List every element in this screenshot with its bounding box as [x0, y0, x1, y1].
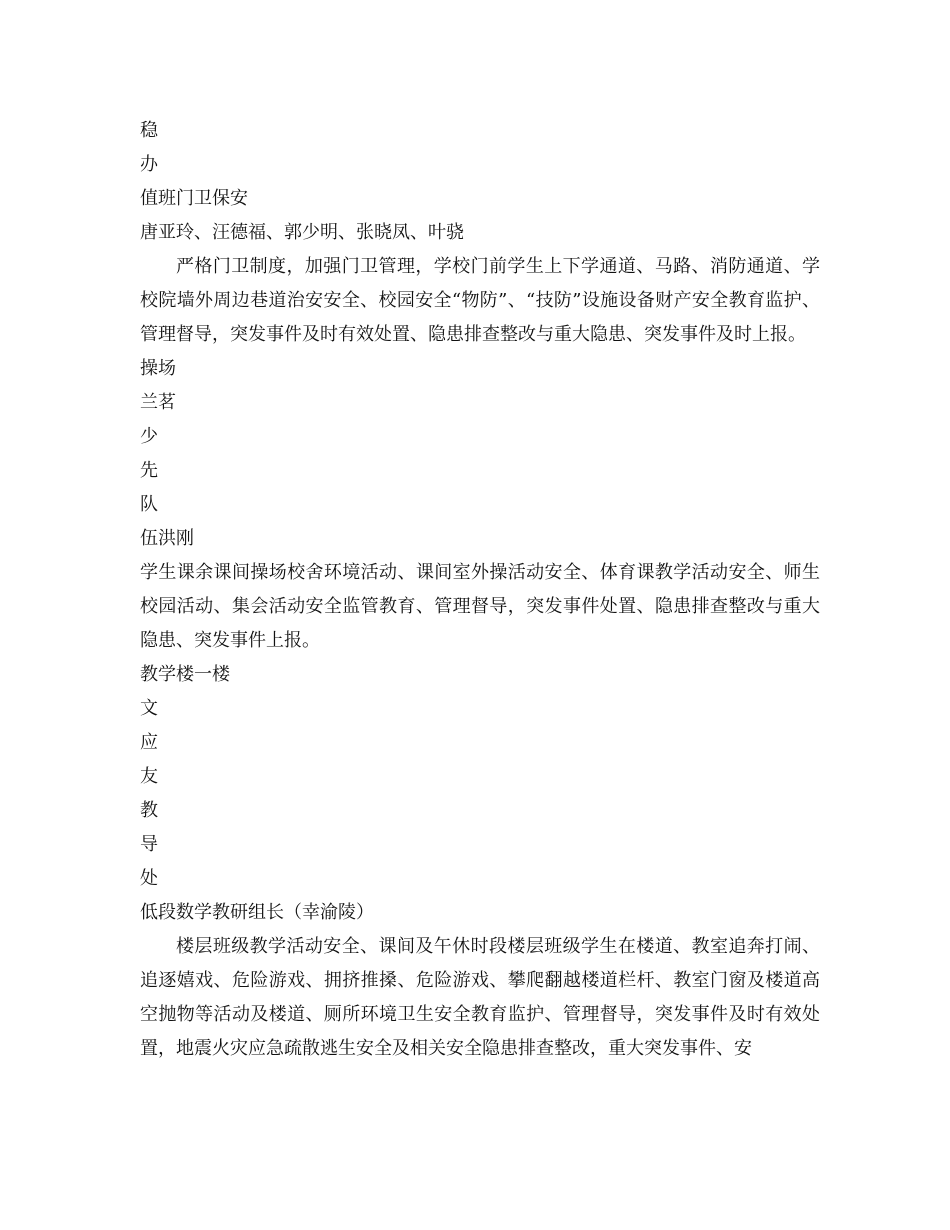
text-line: 伍洪刚 [140, 528, 194, 549]
text-line: 低段数学教研组长（幸渝陵） [140, 902, 374, 923]
text-line: 兰茗 [140, 392, 176, 413]
text-line: 导 [140, 834, 158, 855]
text-line: 文 [140, 698, 158, 719]
text-line: 唐亚玲、汪德福、郭少明、张晓凤、叶骁 [140, 222, 464, 243]
text-line: 队 [140, 494, 158, 515]
paragraph-gate-duties: 严格门卫制度，加强门卫管理，学校门前学生上下学通道、马路、消防通道、学校院墙外周边巷道治安安全、校园安全“物防”、“技防”设施设备财产安全教育监护、管理督导，突发事件及时有效处置、隐患排查整改与重大隐患、突发事件及时上报。 [140, 256, 820, 345]
document-body [140, 114, 820, 1066]
text-line: 应 [140, 732, 158, 753]
text-line: 友 [140, 766, 158, 787]
text-line: 处 [140, 868, 158, 889]
text-line: 值班门卫保安 [140, 188, 248, 209]
text-line: 稳 [140, 120, 158, 141]
text-line: 操场 [140, 358, 176, 379]
text-line: 教学楼一楼 [140, 664, 230, 685]
paragraph-playground-duties: 学生课余课间操场校舍环境活动、课间室外操活动安全、体育课教学活动安全、师生校园活动、集会活动安全监管教育、管理督导，突发事件处置、隐患排查整改与重大隐患、突发事件上报。 [140, 562, 820, 651]
text-line: 先 [140, 460, 158, 481]
paragraph-building-duties: 楼层班级教学活动安全、课间及午休时段楼层班级学生在楼道、教室追奔打闹、追逐嬉戏、危险游戏、拥挤推搡、危险游戏、攀爬翻越楼道栏杆、教室门窗及楼道高空抛物等活动及楼道、厕所环境卫生安全教育监护、管理督导，突发事件及时有效处置，地震火灾应急疏散逃生安全及相关安全隐患排查整改，重大突发事件、安 [140, 936, 820, 1059]
text-line: 少 [140, 426, 158, 447]
text-line: 教 [140, 800, 158, 821]
text-line: 办 [140, 154, 158, 175]
